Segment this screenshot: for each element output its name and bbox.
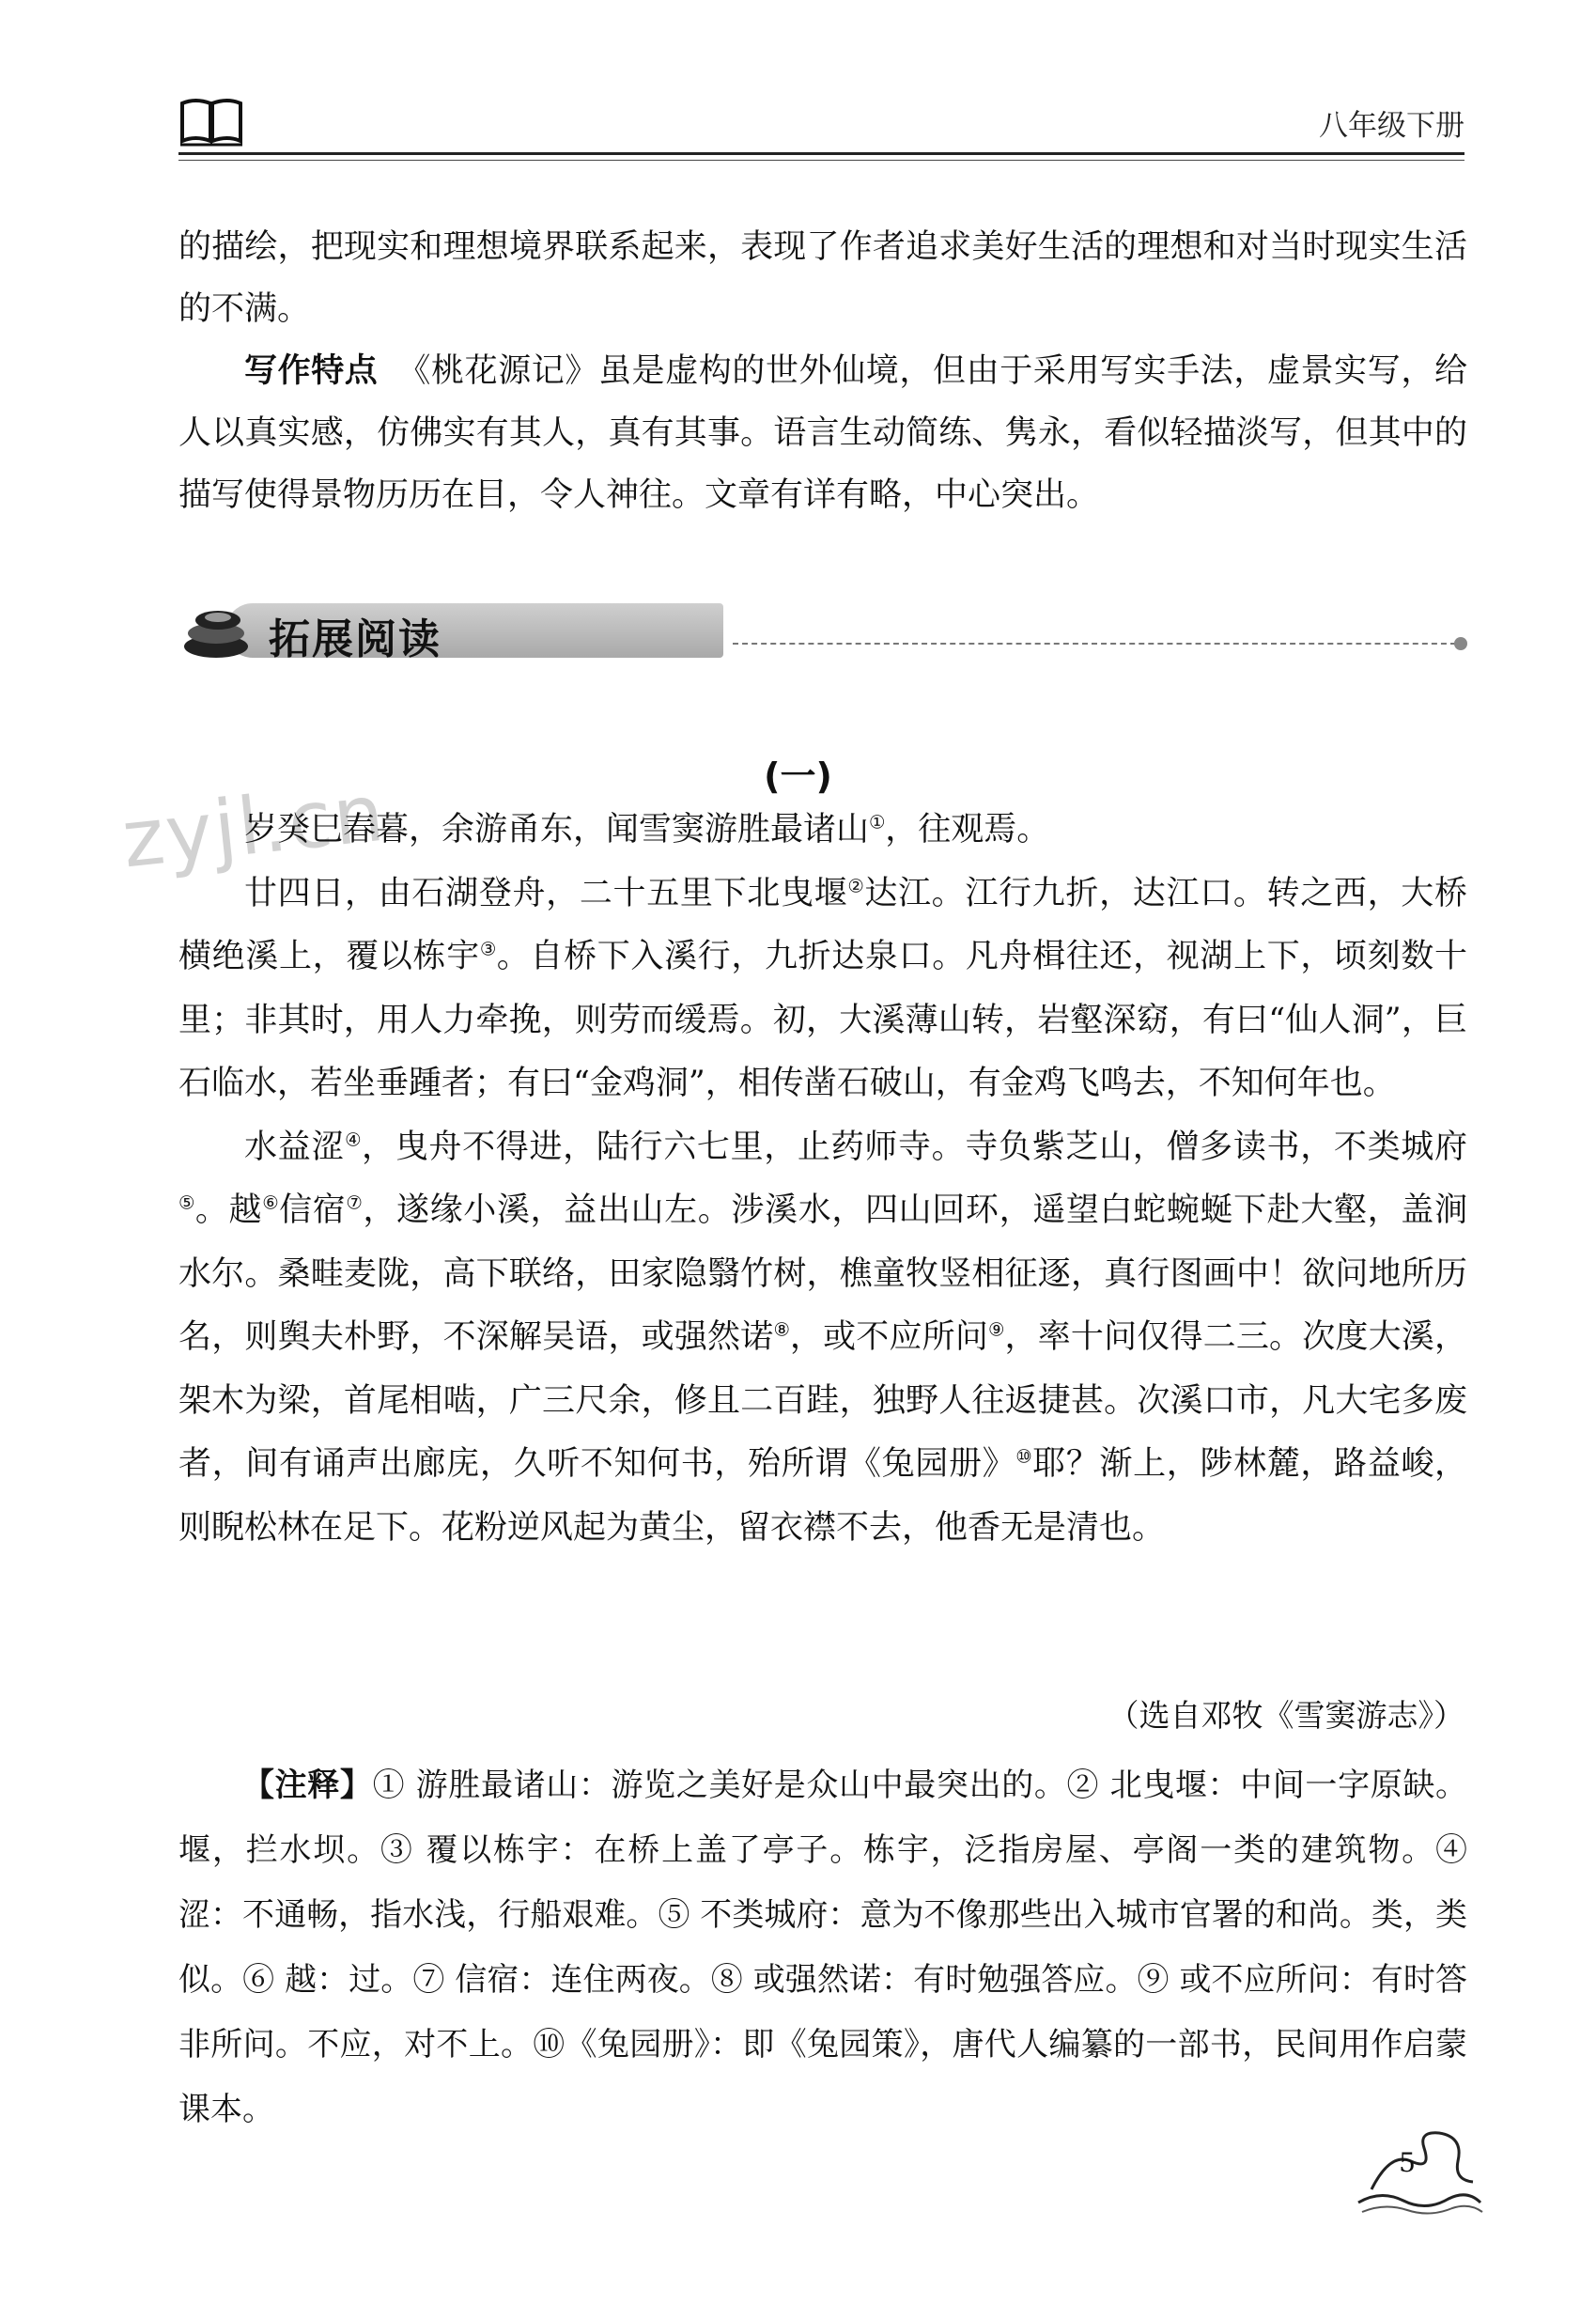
banner-dashed-line: [733, 643, 1456, 645]
footnote-ref: ④: [345, 1128, 363, 1150]
writing-label: 写作特点: [244, 352, 379, 390]
writing-paragraph: [178, 340, 1467, 526]
footnote-ref: ②: [847, 874, 865, 896]
writing-text: 《桃花源记》虽是虚构的世外仙境，但由于采用写实手法，虚景实写，给人以真实感，仿佛实有其人，真有其事。语言生动简练、隽永，看似轻描淡写，但其中的描写使得景物历历在目，令人神往。文章有详有略，中心突出。: [178, 352, 1467, 514]
footnote-ref: ③: [479, 938, 497, 960]
intro-block: [178, 216, 1467, 526]
passage-paragraph-2: 廿四日，由石湖登舟，二十五里下北曳堰②达江。江行九折，达江口。转之西，大桥横绝溪上，覆以栋宇③。自桥下入溪行，九折达泉口。凡舟楫往还，视湖上下，顷刻数十里；非其时，用人力牵挽，则劳而缓焉。初，大溪薄山转，岩壑深窈，有曰“仙人洞”，巨石临水，若坐垂踵者；有曰“金鸡洞”，相传凿石破山，有金鸡飞鸣去，不知何年也。: [178, 874, 1467, 1102]
footnote-ref: ⑤: [178, 1191, 195, 1214]
footnote-ref: ⑨: [988, 1318, 1005, 1341]
annotations: [178, 1753, 1467, 2142]
section-title: 拓展阅读: [269, 615, 442, 663]
footnote-ref: ⑧: [773, 1318, 790, 1341]
passage-source: （选自邓牧《雪窦游志》）: [1108, 1697, 1464, 1734]
footnote-ref: ⑦: [346, 1191, 364, 1214]
header-rule-thin: [178, 160, 1464, 161]
annotations-label: 【注释】: [242, 1767, 373, 1804]
annotations-text: ① 游胜最诸山：游览之美好是众山中最突出的。② 北曳堰：中间一字原缺。堰，拦水坝。③ 覆以栋宇：在桥上盖了亭子。栋宇，泛指房屋、亭阁一类的建筑物。④ 涩：不通畅，指水浅，行船艰难。⑤ 不类城府：意为不像那些出入城市官署的和尚。类，类似。⑥ 越：过。⑦ 信宿：连住两夜。⑧ 或强然诺：有时勉强答应。⑨ 或不应所问：有时答非所问。不应，对不上。⑩《兔园册》：即《兔园策》，唐代人编纂的一部书，民间用作启蒙课本。: [178, 1767, 1467, 2128]
footnote-ref: ①: [869, 811, 886, 833]
passage-paragraph-3: 水益涩④，曳舟不得进，陆行六七里，止药师寺。寺负紫芝山，僧多读书，不类城府⑤。越⑥信宿⑦，遂缘小溪，益出山左。涉溪水，四山回环，遥望白蛇蜿蜒下赴大壑，盖涧水尔。桑畦麦陇，高下联络，田家隐翳竹树，樵童牧竖相征逐，真行图画中！欲问地所历名，则舆夫朴野，不深解吴语，或强然诺⑧，或不应所问⑨，率十问仅得二三。次度大溪，架木为梁，首尾相啮，广三尺余，修且二百跬，独野人往返捷甚。次溪口市，凡大宅多废者，间有诵声出廊庑，久听不知何书，殆所谓《兔园册》⑩耶？渐上，陟林麓，路益峻，则睨松林在足下。花粉逆风起为黄尘，留衣襟不去，他香无是清也。: [178, 1128, 1467, 1547]
annotations-paragraph: [178, 1753, 1467, 2142]
footnote-ref: ⑩: [1015, 1445, 1033, 1468]
section-banner: [178, 599, 1467, 663]
watermark: zyjl.cn: [117, 766, 390, 886]
intro-paragraph: 的描绘，把现实和理想境界联系起来，表现了作者追求美好生活的理想和对当时现实生活的不满。: [178, 228, 1467, 328]
header-rule: [178, 152, 1464, 155]
open-book-icon: [178, 94, 244, 147]
passage: [178, 799, 1467, 1560]
header-grade: 八年级下册: [1319, 109, 1464, 143]
passage-paragraph-1: 岁癸巳春暮，余游甬东，闻雪窦游胜最诸山①，往观焉。: [244, 811, 1050, 849]
footnote-ref: ⑥: [262, 1191, 280, 1214]
banner-dot: [1454, 637, 1467, 650]
stacked-books-icon: [178, 599, 256, 663]
section-number: (一): [764, 755, 832, 797]
page-number: 5: [1399, 2147, 1416, 2178]
